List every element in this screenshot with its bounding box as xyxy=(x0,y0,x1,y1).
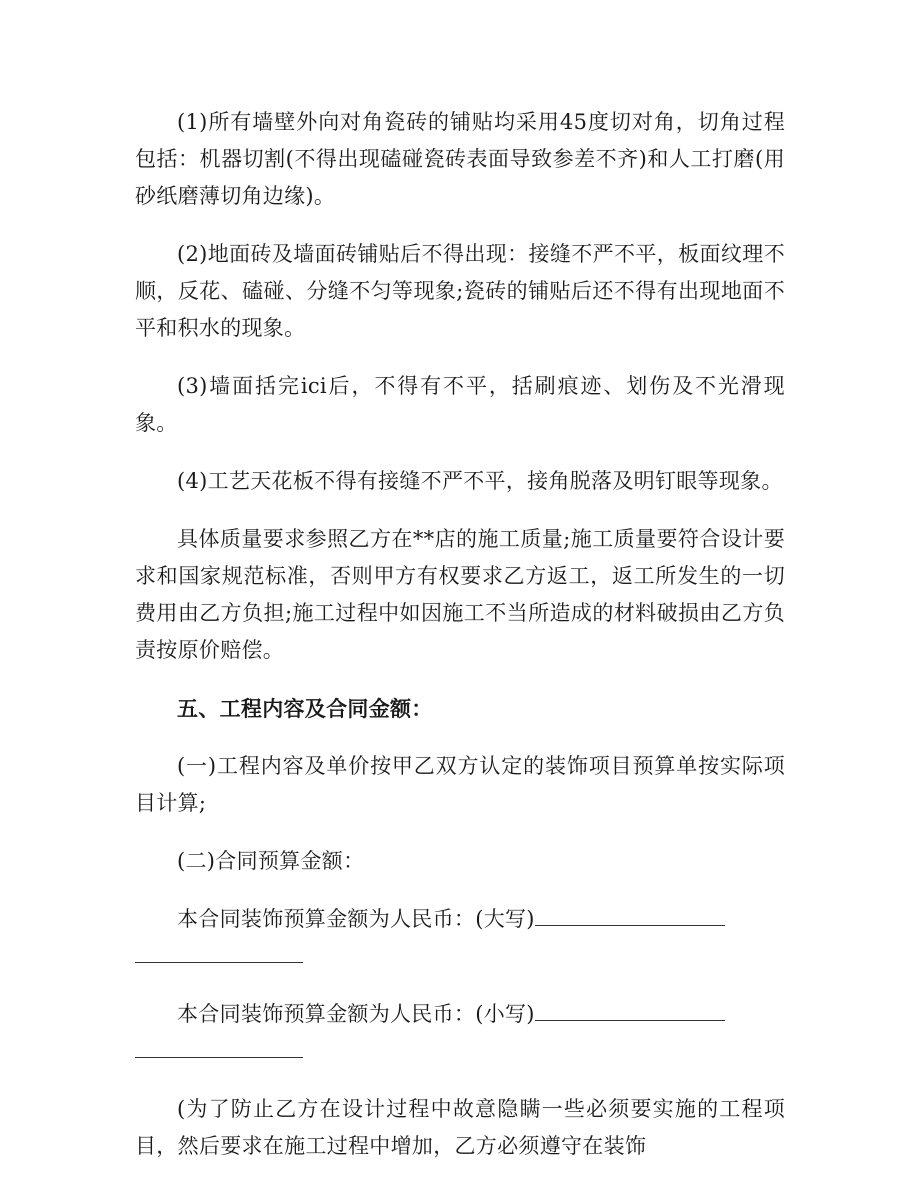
quality-clause-2: (2)地面砖及墙面砖铺贴后不得出现：接缝不严不平，板面纹理不顺，反花、磕碰、分缝不匀等现象;瓷砖的铺贴后还不得有出现地面不平和积水的现象。 xyxy=(135,242,785,340)
quality-clause-4: (4)工艺天花板不得有接缝不严不平，接角脱落及明钉眼等现象。 xyxy=(177,469,783,493)
amount-lowercase-blank-continued[interactable] xyxy=(135,1039,303,1058)
contract-item-1: (一)工程内容及单价按甲乙双方认定的装饰项目预算单按实际项目计算; xyxy=(135,754,785,815)
amount-lowercase-blank[interactable] xyxy=(535,1002,725,1021)
closing-paragraph: (为了防止乙方在设计过程中故意隐瞒一些必须要实施的工程项目，然后要求在施工过程中增加，乙方必须遵守在装饰 xyxy=(135,1097,785,1158)
quality-clause-3: (3)墙面括完ici后，不得有不平，括刷痕迹、划伤及不光滑现象。 xyxy=(135,374,785,435)
amount-uppercase-blank[interactable] xyxy=(535,907,725,926)
amount-lowercase-label: 本合同装饰预算金额为人民币：(小写) xyxy=(177,1002,535,1026)
amount-uppercase-label: 本合同装饰预算金额为人民币：(大写) xyxy=(177,907,535,931)
quality-clause-1: (1)所有墙壁外向对角瓷砖的铺贴均采用45度切对角，切角过程包括：机器切割(不得出现磕碰瓷砖表面导致参差不齐)和人工打磨(用砂纸磨薄切角边缘)。 xyxy=(135,110,785,208)
section-heading: 五、工程内容及合同金额： xyxy=(177,696,433,721)
document-page xyxy=(135,104,785,1186)
quality-requirements-paragraph: 具体质量要求参照乙方在**店的施工质量;施工质量要符合设计要求和国家规范标准，否则甲方有权要求乙方返工，返工所发生的一切费用由乙方负担;施工过程中如因施工不当所造成的材料破损由乙方负责按原价赔偿。 xyxy=(135,527,785,662)
amount-lowercase-line xyxy=(135,996,785,1070)
amount-uppercase-line xyxy=(135,901,785,975)
amount-uppercase-blank-continued[interactable] xyxy=(135,944,303,963)
contract-item-2: (二)合同预算金额： xyxy=(177,849,365,873)
